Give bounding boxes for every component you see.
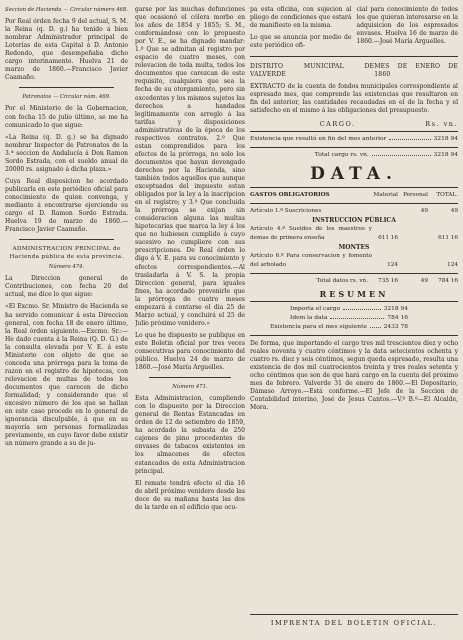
- paragraph: pa esta oficina, con sujecion al pliego de condiciones que estará de manifiesto en la misma.: [250, 6, 352, 30]
- existencia-label: Existencia para el mes siguiente: [270, 323, 367, 330]
- leader-dots: [389, 139, 430, 140]
- gastos-header-row: [250, 191, 458, 200]
- cargo-total-label: Total cargo rs. vn.: [314, 151, 369, 158]
- cargo-row-value: 3218 94: [433, 135, 458, 142]
- existencia-row: [250, 323, 458, 332]
- row-label: Artículo 6.º Para conservacion y fomento del arbolado: [250, 252, 372, 268]
- divider: [19, 87, 114, 88]
- number-heading: Número 474.: [48, 264, 85, 271]
- divider: [250, 335, 458, 336]
- table-row: [250, 225, 458, 243]
- paragraph: Por Real órden fecha 9 del actual, S. M. la Reina (q. D. g.) ha tenido á bien nombrar Administrador principal de Loterías de esta Capital á D. Antonio Redondo, que desempeñaba dicho cargo interinamente. Huelva 21 de marzo de 1860.—Francisco Javier Caamaño.: [5, 18, 128, 82]
- subsection-title: INSTRUCCION PÚBLICA: [312, 216, 396, 224]
- resumen-label: Importa el cargo: [290, 305, 340, 312]
- column-left: [5, 6, 128, 632]
- paragraph: Por el Ministerio de la Gobernacion, con fecha 15 de julio último, se me ha comunicado lo que sigue:: [5, 105, 128, 129]
- resumen-row: [250, 305, 458, 314]
- data-title: DATA.: [310, 163, 398, 184]
- divider: [250, 273, 458, 274]
- column-middle: [135, 6, 245, 632]
- row-total: 611 16: [438, 234, 458, 241]
- divider: [19, 239, 114, 240]
- extract-text: EXTRACTO de la cuenta de fondos municipales correspondiente al espresado mes, que comprende las existencias que resultaron en fin del anterior, las cantidades recaudadas en el de la fecha y el satisfecho en el mismo á las obligaciones del presupuesto.: [250, 83, 458, 115]
- cargo-row-label: Existencia que resultó en fin del mes anterior: [250, 135, 387, 142]
- paragraph: «El Excmo. Sr. Ministro de Hacienda se ha servido comunicar á esta Direccion general, con fecha 18 de enero último, la Real órden siguiente.—Excmo. Sr.:—He dado cuenta á la Reina (Q. D. G.) de la consulta elevada por V. E. á este Ministerio con objeto de que se conceda una prórroga para la toma de razon en el registro de hipotecas, con relevacion de multas de todos los documentos que carecen de dicho formalidad; y considerando que el excesivo número de los que se hallan en este caso procede en lo general de ignorancia disculpable, á que en su mayoría son personas formalizadas previamente, en cuyo favor debe existir un número grande a su de ju-: [5, 303, 128, 448]
- district-name: DISTRITO MUNICIPAL DE VALVERDE: [250, 63, 375, 79]
- column-right: [250, 6, 458, 632]
- divider: [250, 147, 458, 148]
- total-personal: 49: [420, 277, 428, 284]
- leader-dots: [330, 318, 384, 319]
- col-total: TOTAL.: [436, 191, 458, 198]
- paragraph: Lo que he dispuesto se publique en este Boletin oficial por tres veces consecutivas para conocimiento del público. Huelva 24 de marzo de 1860.—José María Arguelles.: [135, 331, 245, 372]
- divider: [250, 56, 458, 57]
- table-total-row: [250, 277, 458, 286]
- top-text-block: [250, 6, 458, 54]
- cargo-title: CARGO.: [319, 119, 356, 128]
- total-material: 735 16: [378, 277, 398, 284]
- row-label: Artículo 4.º Sueldos de los maestros y demas de primera enseña: [250, 225, 372, 241]
- divider: [250, 131, 458, 132]
- divider: [250, 301, 458, 302]
- circular-heading: Patronatos — Circular núm. 469.: [22, 94, 111, 101]
- closing-paragraph: De forma, que importando el cargo tres mil trescientos diez y ocho reales noventa y cuatro céntimos y la data setecientos ochenta y cuatro rs. diez y seis céntimos, segun queda espresado, resulta una existencia de dos mil cuatrocientos treinta y tres reales setenta y ocho céntimos que son de que hará cargo en la cuenta del próximo mes de febrero. Valverde 31 de enero de 1860.—El Depositario, Dámaso Arroyo.—Está conforme.—El Jefe de la Seccion de Contabilidad interino, José de Jesus Cantos.—V.º B.º—El Alcalde, Mora.: [250, 339, 458, 411]
- divider: [149, 377, 231, 378]
- divider: [250, 203, 458, 204]
- cargo-header: [250, 120, 458, 128]
- paragraph: Lo que se anuncia por medio de este periódico ofi-: [250, 34, 352, 50]
- row-personal: 49: [420, 207, 428, 214]
- table-row: [250, 252, 458, 270]
- cargo-row: [250, 135, 458, 144]
- total-label: Total datos rs. vn.: [316, 277, 368, 284]
- cargo-total-row: [250, 151, 458, 160]
- imprint-footer: IMPRENTA DEL BOLETIN OFICIAL.: [250, 614, 458, 627]
- district-header: [250, 63, 458, 79]
- paragraph: Cuya Real disposicion he acordado publicarla en este periódico oficial para conocimiento de quien convenga, y mediante á encontrarse ejerciendo su cargo el D. Ramon Sordo Estrada. Huelva 19 de marzo de 1860.—Francisco Javier Caamaño.: [5, 177, 128, 234]
- table-row: [250, 207, 458, 216]
- col-personal: Personal: [403, 191, 428, 198]
- paragraph: El remate tendrá efecto el dia 16 de abril próximo venidero desde las doce de su mañana hasta las dos de la tarde en el edificio que ocu-: [135, 479, 245, 511]
- resumen-value: 3218 94: [383, 305, 408, 312]
- total-total: 784 16: [438, 277, 458, 284]
- top-right-text: cial para conocimiento de todos los que quieran interesarse en la adquisicion de los espresados envases. Huelva 16 de marzo de 1860.—José María Arguelles.: [356, 6, 458, 46]
- district-month: MES DE ENERO DE 1860: [374, 63, 458, 79]
- resumen-row: [250, 314, 458, 323]
- paragraph: garse por las muchas defunciones que ocasionó el cólera morbo en los años de 1854 y 1855; S. M., conformándose con lo propuesto por V. E., se ha dignado mandar: 1.º Que se admitan al registro por espacio de cuatro meses, con relevacion de toda multa, todos los documentos que carezcan de este requisito, cualquiera que sea la fecha de su otorgamiento, pero sin excedentes y los mismos sujetos las derechos a handados legítimamente con arreglo á las tarifas y disposiciones administrativas de la época de los respectivos contratos. 2.º Que estan comprendidos para los efectos de la prórroga, no solo los documentos que hayan devengado derechos por la Hacienda, sino también todos aquellos que aunque exceptuados del impuesto estan obligados por la ley a la inscripcion en el registro; y 3.º Que concluida la prórroga se exijan sin consideracion alguna las multas hipotecarias que marca la ley á los que no hubiesen cumplido á cuyo sucesivo no cumpliere con sus prescripciones. De Real órden lo digo á V. E. para su conocimiento y efectos correspondientes.—Al trasladarla á V. S. la propia Direccion general, para iguales fines, ha acordado prevenirle que la prórroga de cuatro meses empezará á contarse el dia 25 de Marzo actual, y concluirá el 25 de Julio próximo venidero.»: [135, 6, 245, 327]
- cargo-currency: Rs. vn.: [425, 119, 458, 128]
- circular-heading: Seccion de Hacienda — Circular número 468.: [5, 7, 128, 13]
- paragraph: La Direccion general de Contribuciones, con fecha 20 del actual, me dice lo que sigue:: [5, 275, 128, 299]
- paragraph: Esta Administracion, cumpliendo con lo dispuesto por la Direccion general de Rentas Estancadas en órden de 12 de setiembre de 1859, ha acordado la subasta de 250 cajones de pino procedentes de envases de tabacos existentes en los almacenes de efectos estancados de esta Administracion principal.: [135, 395, 245, 475]
- resumen-label: Idem la data: [290, 314, 328, 321]
- row-total: 124: [447, 261, 458, 268]
- existencia-value: 2433 78: [383, 323, 408, 330]
- resumen-value: 784 16: [387, 314, 408, 321]
- paragraph: «La Reina (q. D. g.) se ha dignado nombrar Inspector de Patronatos de la 3.ª seccion de Andalucía á Don Ramon Sordo Estrada, con el sueldo anual de 20000 rs. asignado á dicha plaza.»: [5, 133, 128, 173]
- gastos-title: GASTOS OBLIGATORIOS: [250, 191, 330, 198]
- resumen-title: RESUMEN: [319, 288, 389, 299]
- row-total: 49: [450, 207, 458, 214]
- row-label: Artículo 1.º Suscriciones: [250, 207, 322, 214]
- col-material: Material: [373, 191, 398, 198]
- cargo-total-value: 3218 94: [433, 151, 458, 158]
- leader-dots: [343, 309, 381, 310]
- leader-dots: [370, 327, 381, 328]
- section-heading: ADMINISTRACION PRINCIPAL de Hacienda pública de esta provincia.: [9, 246, 124, 261]
- subsection-title: MONTES: [338, 243, 370, 251]
- top-left-text: [250, 6, 352, 54]
- row-material: 611 16: [378, 234, 398, 241]
- leader-dots: [372, 155, 431, 156]
- divider: [250, 187, 458, 188]
- row-material: 124: [387, 261, 398, 268]
- number-heading: Número 471.: [172, 384, 208, 391]
